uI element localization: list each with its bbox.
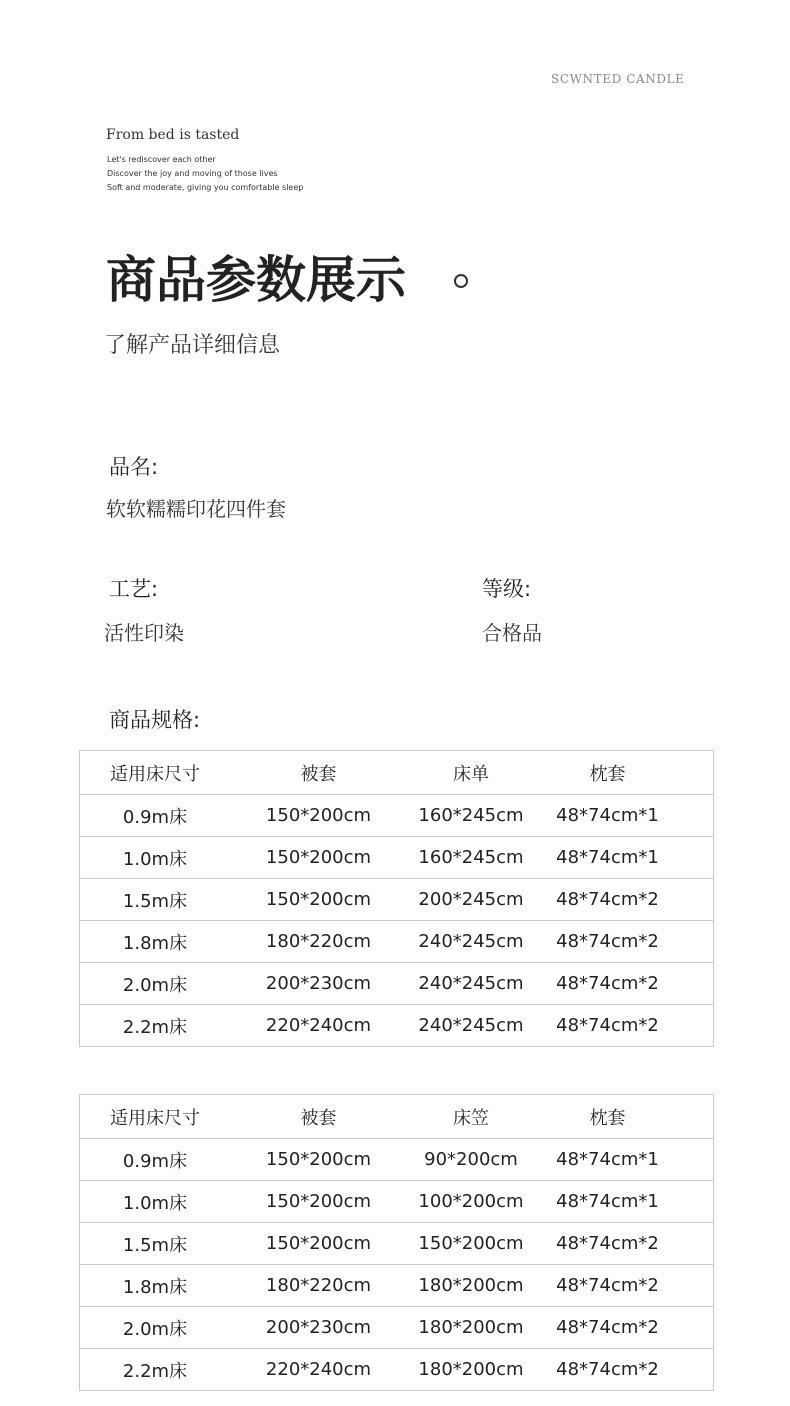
bed-size-cell: 0.9m床	[122, 806, 188, 828]
bed-size-cell: 2.0m床	[122, 1318, 188, 1340]
duvet-cover-cell: 200*230cm	[265, 1317, 372, 1338]
pillowcase-cell: 48*74cm*2	[556, 1233, 659, 1254]
bed-sheet-cell: 160*245cm	[418, 847, 524, 868]
bed-size-cell: 1.5m床	[122, 1234, 188, 1256]
fitted-sheet-cell: 180*200cm	[418, 1359, 524, 1380]
fitted-sheet-cell: 180*200cm	[418, 1275, 524, 1296]
bed-size-cell: 2.2m床	[122, 1360, 188, 1382]
product-name-label: 品名:	[109, 455, 159, 479]
duvet-cover-cell: 180*220cm	[265, 1275, 372, 1296]
table-row	[80, 1180, 713, 1222]
table-row	[80, 794, 713, 836]
header-fitted-sheet: 床笠	[453, 1107, 489, 1129]
table-row	[80, 836, 713, 878]
brand-name: SCWNTED CANDLE	[551, 72, 685, 86]
grade-label: 等级:	[482, 577, 532, 601]
pillowcase-cell: 48*74cm*2	[556, 931, 659, 952]
pillowcase-cell: 48*74cm*2	[556, 1359, 659, 1380]
pillowcase-cell: 48*74cm*1	[556, 1191, 659, 1212]
table-row	[80, 1264, 713, 1306]
bed-sheet-cell: 160*245cm	[418, 805, 524, 826]
pillowcase-cell: 48*74cm*1	[556, 805, 659, 826]
bed-sheet-cell: 240*245cm	[418, 973, 524, 994]
product-name-value: 软软糯糯印花四件套	[106, 497, 286, 521]
pillowcase-cell: 48*74cm*2	[556, 1317, 659, 1338]
fitted-sheet-cell: 150*200cm	[418, 1233, 524, 1254]
table-row	[80, 1138, 713, 1180]
table-header-row	[80, 1095, 713, 1138]
bed-sheet-cell: 200*245cm	[418, 889, 524, 910]
pillowcase-cell: 48*74cm*2	[556, 973, 659, 994]
intro-line: Discover the joy and moving of those lives	[107, 169, 278, 178]
spec-label: 商品规格:	[109, 708, 201, 732]
table-row	[80, 1306, 713, 1348]
header-pillowcase: 枕套	[589, 763, 626, 785]
duvet-cover-cell: 200*230cm	[265, 973, 372, 994]
pillowcase-cell: 48*74cm*1	[556, 847, 659, 868]
fitted-sheet-cell: 90*200cm	[424, 1149, 518, 1170]
duvet-cover-cell: 150*200cm	[265, 805, 372, 826]
pillowcase-cell: 48*74cm*1	[556, 1149, 659, 1170]
pillowcase-cell: 48*74cm*2	[556, 1015, 659, 1036]
page-title: 商品参数展示	[106, 251, 406, 309]
bed-size-cell: 0.9m床	[122, 1150, 188, 1172]
bed-size-cell: 1.5m床	[122, 890, 188, 912]
table-row	[80, 1222, 713, 1264]
table-row	[80, 962, 713, 1004]
duvet-cover-cell: 150*200cm	[265, 889, 372, 910]
header-duvet-cover: 被套	[300, 1107, 337, 1129]
header-pillowcase: 枕套	[589, 1107, 626, 1129]
header-bed-sheet: 床单	[453, 763, 489, 785]
pillowcase-cell: 48*74cm*2	[556, 889, 659, 910]
intro-lines	[107, 153, 303, 195]
grade-value: 合格品	[482, 621, 542, 645]
duvet-cover-cell: 150*200cm	[265, 847, 372, 868]
spec-table-sheet	[79, 750, 714, 1047]
bed-size-cell: 1.8m床	[122, 932, 188, 954]
duvet-cover-cell: 150*200cm	[265, 1233, 372, 1254]
title-circle-mark	[454, 274, 468, 288]
duvet-cover-cell: 220*240cm	[265, 1015, 372, 1036]
table-row	[80, 920, 713, 962]
intro-line: Soft and moderate, giving you comfortable sleep	[107, 183, 304, 192]
table-row	[80, 878, 713, 920]
bed-sheet-cell: 240*245cm	[418, 931, 524, 952]
table-header-row	[80, 751, 713, 794]
fitted-sheet-cell: 180*200cm	[418, 1317, 524, 1338]
table-row	[80, 1348, 713, 1390]
duvet-cover-cell: 180*220cm	[265, 931, 372, 952]
header-bed-size: 适用床尺寸	[110, 1107, 200, 1129]
intro-title: From bed is tasted	[106, 127, 240, 143]
header-duvet-cover: 被套	[300, 763, 337, 785]
bed-sheet-cell: 240*245cm	[418, 1015, 524, 1036]
fitted-sheet-cell: 100*200cm	[418, 1191, 524, 1212]
duvet-cover-cell: 150*200cm	[265, 1191, 372, 1212]
craft-value: 活性印染	[104, 621, 184, 645]
bed-size-cell: 1.0m床	[122, 1192, 188, 1214]
duvet-cover-cell: 220*240cm	[265, 1359, 372, 1380]
header-bed-size: 适用床尺寸	[110, 763, 200, 785]
duvet-cover-cell: 150*200cm	[265, 1149, 372, 1170]
page-subtitle: 了解产品详细信息	[104, 333, 281, 358]
bed-size-cell: 2.2m床	[122, 1016, 188, 1038]
bed-size-cell: 1.8m床	[122, 1276, 188, 1298]
bed-size-cell: 1.0m床	[122, 848, 188, 870]
intro-line: Let's rediscover each other	[107, 155, 216, 164]
pillowcase-cell: 48*74cm*2	[556, 1275, 659, 1296]
table-row	[80, 1004, 713, 1046]
craft-label: 工艺:	[109, 577, 159, 601]
spec-table-fitted	[79, 1094, 714, 1391]
bed-size-cell: 2.0m床	[122, 974, 188, 996]
